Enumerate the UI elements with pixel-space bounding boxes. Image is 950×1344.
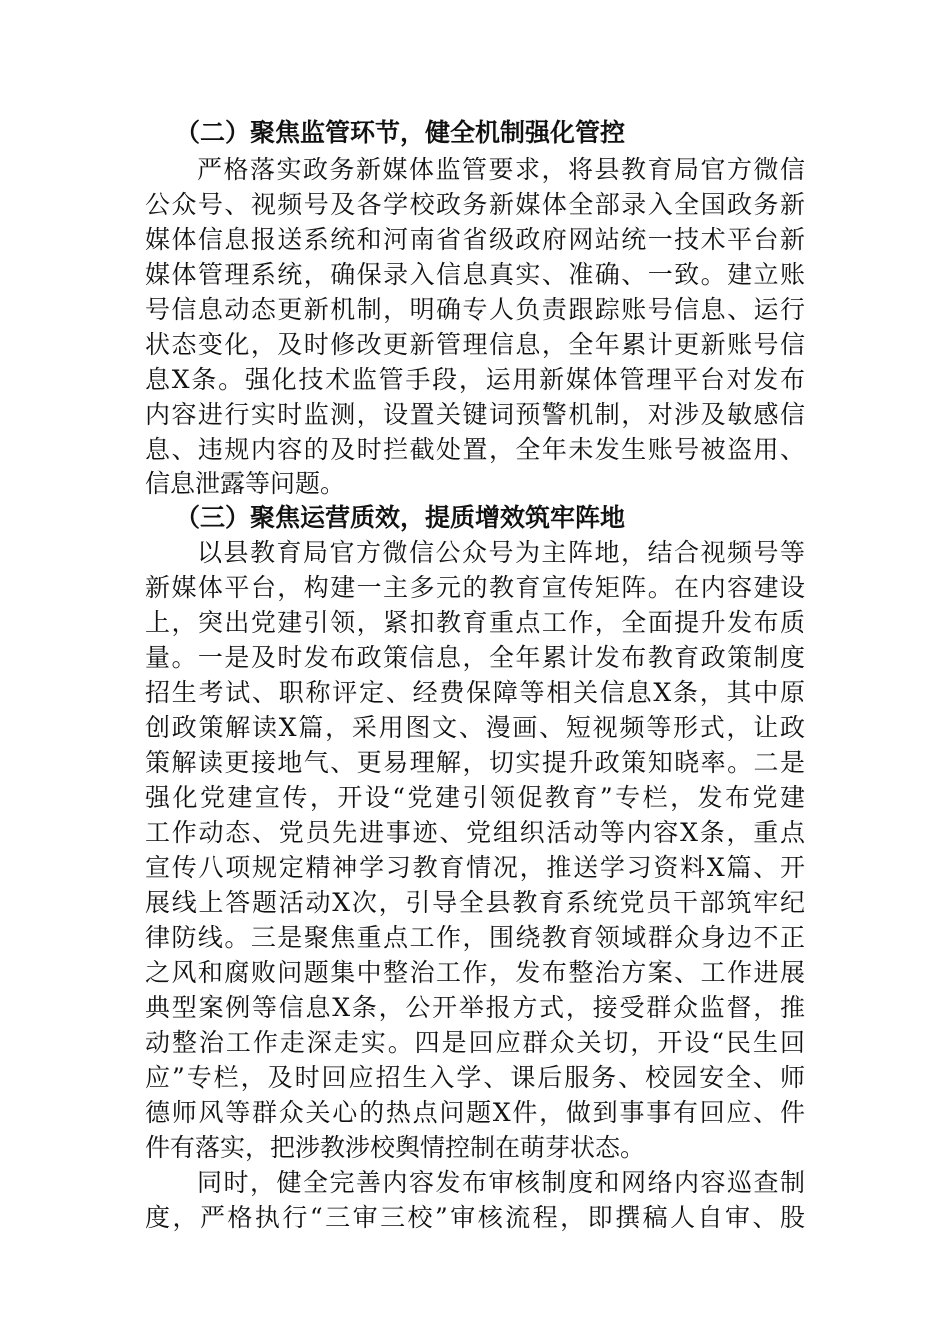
paragraph-line: 量。一是及时发布政策信息，全年累计发布教育政策制度 bbox=[145, 643, 805, 672]
paragraph-line: 公众号、视频号及各学校政务新媒体全部录入全国政务新 bbox=[145, 190, 805, 219]
paragraph-line: 工作动态、党员先进事迹、党组织活动等内容X条，重点 bbox=[145, 818, 805, 847]
paragraph-line: 应”专栏，及时回应招生入学、课后服务、校园安全、师 bbox=[145, 1063, 805, 1092]
paragraph-line: 展线上答题活动X次，引导全县教育系统党员干部筑牢纪 bbox=[145, 888, 805, 917]
paragraph-line: 息X条。强化技术监管手段，运用新媒体管理平台对发布 bbox=[145, 365, 805, 394]
paragraph-line: 策解读更接地气、更易理解，切实提升政策知晓率。二是 bbox=[145, 748, 805, 777]
paragraph-line: 新媒体平台，构建一主多元的教育宣传矩阵。在内容建设 bbox=[145, 573, 805, 602]
paragraph-line: 上，突出党建引领，紧扣教育重点工作，全面提升发布质 bbox=[145, 608, 805, 637]
paragraph-line: 息、违规内容的及时拦截处置，全年未发生账号被盗用、 bbox=[145, 435, 805, 464]
paragraph-line: 创政策解读X篇，采用图文、漫画、短视频等形式，让政 bbox=[145, 713, 805, 742]
paragraph-line: 招生考试、职称评定、经费保障等相关信息X条，其中原 bbox=[145, 678, 805, 707]
paragraph-line: 德师风等群众关心的热点问题X件，做到事事有回应、件 bbox=[145, 1098, 805, 1127]
paragraph-line: 强化党建宣传，开设“党建引领促教育”专栏，发布党建 bbox=[145, 783, 805, 812]
paragraph-line: 媒体管理系统，确保录入信息真实、准确、一致。建立账 bbox=[145, 260, 805, 289]
paragraph-line: 以县教育局官方微信公众号为主阵地，结合视频号等 bbox=[197, 538, 805, 567]
paragraph-line: 信息泄露等问题。 bbox=[145, 469, 346, 498]
paragraph-line: 之风和腐败问题集中整治工作，发布整治方案、工作进展 bbox=[145, 958, 805, 987]
section-heading-3: （三）聚焦运营质效，提质增效筑牢阵地 bbox=[175, 503, 626, 532]
paragraph-line: 度，严格执行“三审三校”审核流程，即撰稿人自审、股 bbox=[145, 1203, 805, 1232]
paragraph-line: 典型案例等信息X条，公开举报方式，接受群众监督，推 bbox=[145, 993, 805, 1022]
paragraph-line: 号信息动态更新机制，明确专人负责跟踪账号信息、运行 bbox=[145, 295, 805, 324]
paragraph-line: 同时，健全完善内容发布审核制度和网络内容巡查制 bbox=[197, 1168, 805, 1197]
paragraph-line: 内容进行实时监测，设置关键词预警机制，对涉及敏感信 bbox=[145, 400, 805, 429]
paragraph-line: 律防线。三是聚焦重点工作，围绕教育领域群众身边不正 bbox=[145, 923, 805, 952]
paragraph-line: 动整治工作走深走实。四是回应群众关切，开设“民生回 bbox=[145, 1028, 805, 1057]
paragraph-line: 严格落实政务新媒体监管要求，将县教育局官方微信 bbox=[197, 155, 805, 184]
section-heading-2: （二）聚焦监管环节，健全机制强化管控 bbox=[175, 118, 626, 147]
paragraph-line: 件有落实，把涉教涉校舆情控制在萌芽状态。 bbox=[145, 1133, 646, 1162]
paragraph-line: 状态变化，及时修改更新管理信息，全年累计更新账号信 bbox=[145, 330, 805, 359]
paragraph-line: 宣传八项规定精神学习教育情况，推送学习资料X篇、开 bbox=[145, 853, 805, 882]
paragraph-line: 媒体信息报送系统和河南省省级政府网站统一技术平台新 bbox=[145, 225, 805, 254]
